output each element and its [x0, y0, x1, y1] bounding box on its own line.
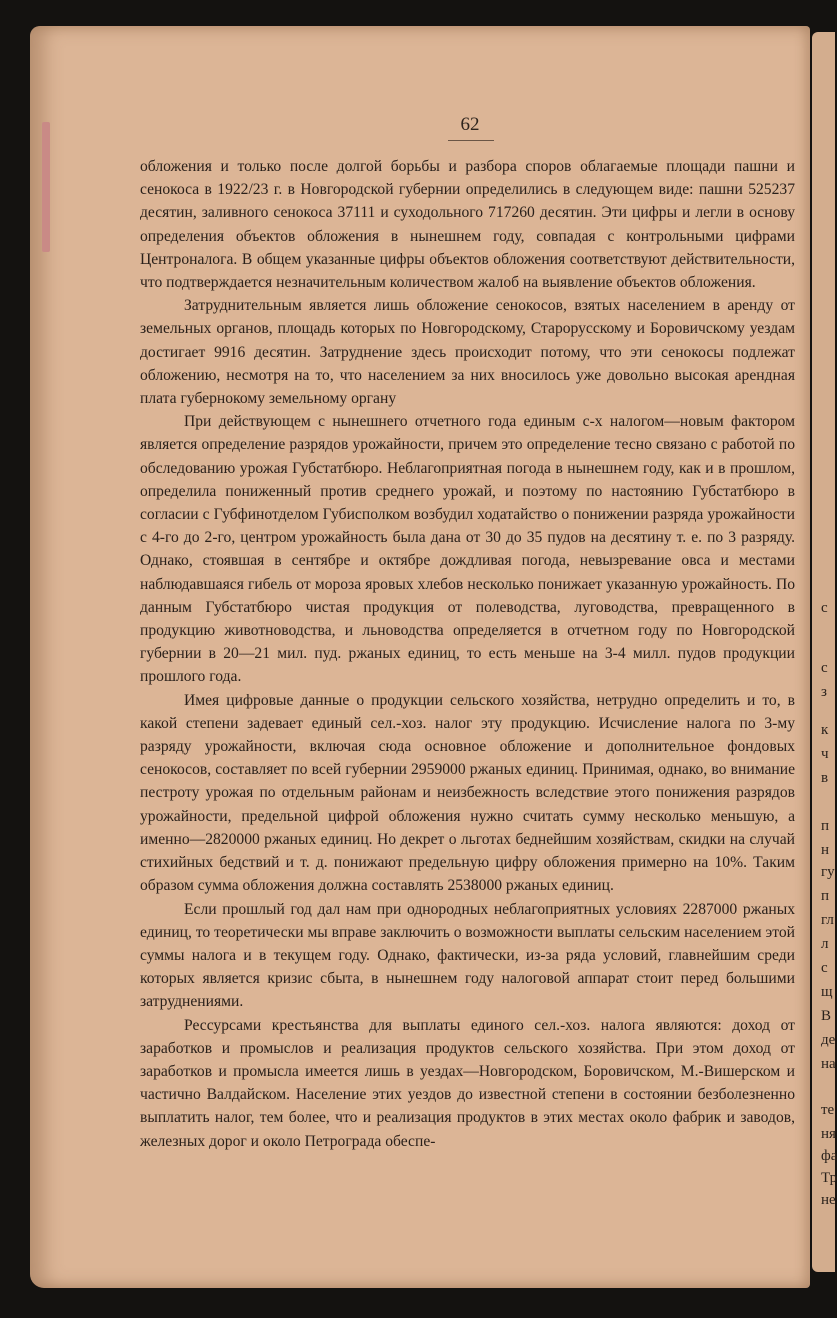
- body-text: [140, 155, 795, 1153]
- page-number: 62: [460, 114, 480, 135]
- adjacent-page-fragment: де: [821, 1032, 836, 1048]
- adjacent-page-fragment: на: [821, 1056, 836, 1072]
- adjacent-page-fragment: с: [821, 960, 828, 976]
- adjacent-page-fragment: з: [821, 684, 827, 700]
- adjacent-page-fragment: В: [821, 1008, 832, 1024]
- adjacent-page-fragment: ч: [821, 746, 829, 762]
- adjacent-page-fragment: гу: [821, 864, 835, 880]
- adjacent-page-fragment: п: [821, 888, 830, 904]
- adjacent-page-fragment: фа: [821, 1148, 837, 1164]
- adjacent-page-fragment: ня: [821, 1126, 836, 1142]
- paragraph: Рессурсами крестьянства для выплаты единого сел.-хоз. налога являются: доход от заработков и промыслов и реализация продуктов сельского хозяйства. При этом доход от заработков и промысла имеется лишь в уездах—Новгородском, Боровичском, М.-Вишерском и частично Валдайском. Население этих уездов до известной степени в состоянии безболезненно выплатить налог, тем более, что и реализация продуктов в этих местах около фабрик и заводов, железных дорог и около Петрограда обеспе-: [140, 1016, 795, 1150]
- adjacent-page-fragment: те: [821, 1102, 835, 1118]
- adjacent-page-fragment: с: [821, 600, 828, 616]
- adjacent-page-fragment: гл: [821, 912, 834, 928]
- adjacent-page-edge: [812, 32, 835, 1272]
- page-number-rule: [448, 140, 494, 141]
- page-edge-stain: [42, 122, 50, 252]
- paragraph: Имея цифровые данные о продукции сельского хозяйства, нетрудно определить и то, в какой степени задевает единый сел.-хоз. налог эту продукцию. Исчисление налога по 3-му разряду урожайности, включая сюда основное обложение и дополнительное фондовых сенокосов, составляет по всей губернии 2959000 ржаных единиц. Принимая, однако, во внимание пестроту урожая по отдельным районам и неизбежность вследствие этого понижения разрядов урожайности, предельной цифрой обложения нужно считать сумму несколько меньшую, а именно—2820000 ржаных единиц. Но декрет о льготах беднейшим хозяйствам, скидки на случай стихийных бедствий и т. д. понижают предельную цифру обложения примерно на 10%. Таким образом сумма обложения должна составлять 2538000 ржаных единиц.: [140, 691, 795, 895]
- adjacent-page-fragment: не: [821, 1192, 836, 1208]
- adjacent-page-fragment: к: [821, 722, 829, 738]
- paragraph: Затруднительным является лишь обложение сенокосов, взятых населением в аренду от земельных органов, площадь которых по Новгородскому, Старорусскому и Боровичскому уездам достигает 9916 десятин. Затруднение здесь происходит потому, что эти сенокосы подлежат обложению, несмотря на то, что населением за них вносилось уже довольно высокая арендная плата губернокому земельному органу: [140, 297, 795, 408]
- adjacent-page-fragment: н: [821, 842, 830, 858]
- adjacent-page-fragment: л: [821, 936, 829, 952]
- adjacent-page-fragment: Тр: [821, 1170, 837, 1186]
- adjacent-page-fragment: п: [821, 818, 830, 834]
- paragraph: обложения и только после долгой борьбы и разбора споров облагаемые площади пашни и сенокоса в 1922/23 г. в Новгородской губернии определились в следующем виде: пашни 525237 десятин, заливного сенокоса 37111 и суходольного 717260 десятин. Эти цифры и легли в основу определения объектов обложения в нынешнем году, совпадая с контрольными цифрами Центроналога. В общем указанные цифры объектов обложения соответствуют действительности, что подтверждается незначительным количеством жалоб на выявление объектов обложения.: [140, 158, 795, 292]
- paragraph: При действующем с нынешнего отчетного года единым с-х налогом—новым фактором является определение разрядов урожайности, причем это определение тесно связано с работой по обследованию урожая Губстатбюро. Неблагоприятная погода в нынешнем году, как и в прошлом, определила пониженный против среднего урожай, и поэтому по настоянию Губстатбюро в согласии с Губфинотделом Губисполком возбудил ходатайство о понижении разряда урожайности с 4-го до 2-го, центром урожайность была дана от 30 до 35 пудов на десятину т. е. по 3 разряду. Однако, стоявшая в сентябре и октябре дождливая погода, невызревание овса и местами наблюдавшаяся гибель от мороза яровых хлебов несколько понижает указанную урожайность. По данным Губстатбюро чистая продукция от полеводства, луговодства, превращенного в продукцию животноводства, и льноводства определяется в отчетном году по Новгородской губернии в 20—21 мил. пуд. ржаных единиц, то есть меньше на 3-4 милл. пудов продукции прошлого года.: [140, 413, 795, 686]
- adjacent-page-fragment: с: [821, 660, 828, 676]
- adjacent-page-fragment: щ: [821, 984, 833, 1000]
- paragraph: Если прошлый год дал нам при однородных неблагоприятных условиях 2287000 ржаных единиц, то теоретически мы вправе заключить о возможности выплаты сельским населением этой суммы налога и в текущем году. Однако, фактически, из-за ряда условий, главнейшим среди которых является кризис сбыта, в нынешнем году налоговой аппарат стоит перед большими затруднениями.: [140, 900, 795, 1011]
- adjacent-page-fragment: в: [821, 770, 829, 786]
